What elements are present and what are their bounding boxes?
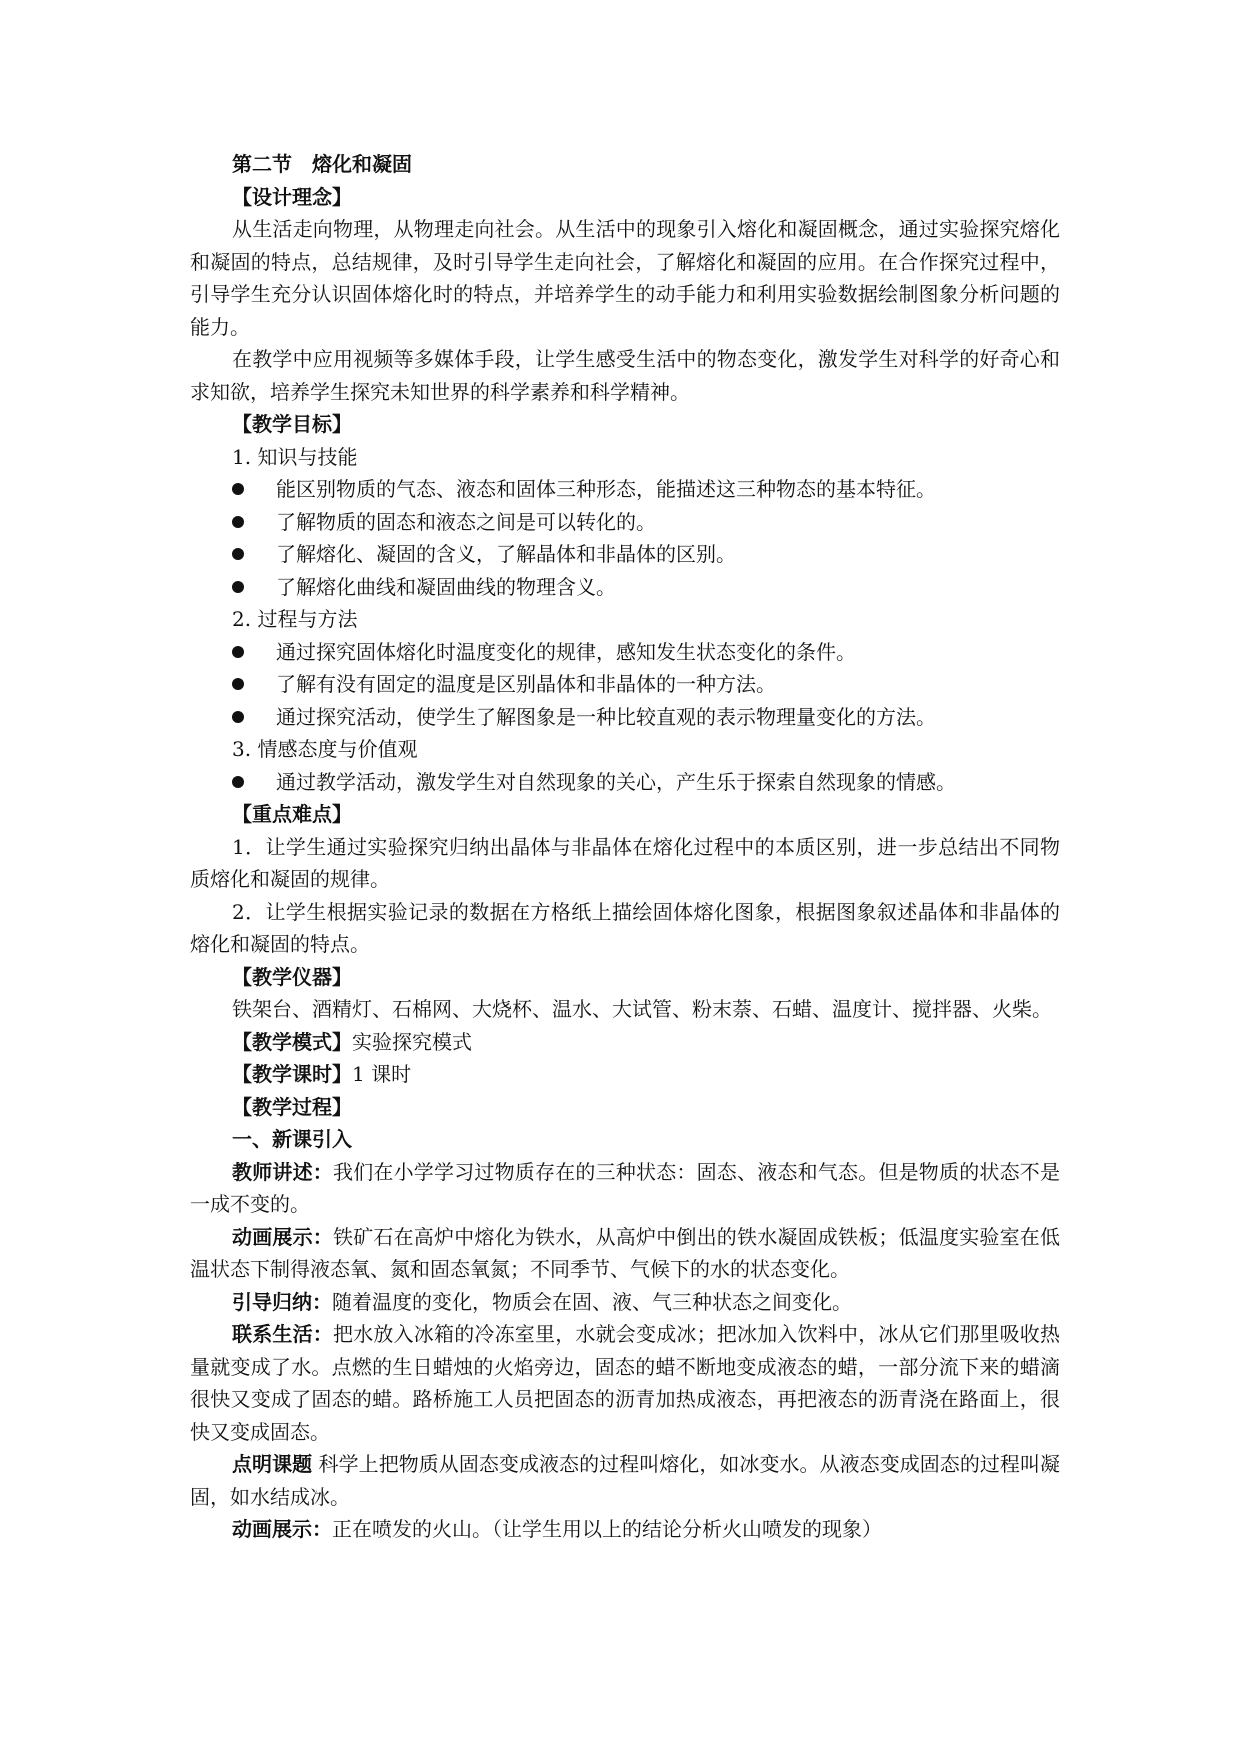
goal-group-title-3: 3. 情感态度与价值观 <box>232 737 418 761</box>
section-name: 熔化和凝固 <box>312 152 412 176</box>
entry-text: 随着温度的变化，物质会在固、液、气三种状态之间变化。 <box>332 1289 852 1314</box>
entry-label: 动画展示： <box>232 1224 333 1249</box>
goal-bullet-item <box>190 701 1060 734</box>
goal-bullet-item <box>190 636 1060 669</box>
process-entry <box>190 1513 1060 1546</box>
bullet-icon <box>232 516 244 528</box>
key-point-2: 2．让学生根据实验记录的数据在方格纸上描绘固体熔化图象，根据图象叙述晶体和非晶体的熔化和凝固的特点。 <box>190 899 1060 956</box>
entry-label: 教师讲述： <box>232 1159 333 1184</box>
goal-group-title-1: 1. 知识与技能 <box>232 444 358 469</box>
entry-text: 我们在小学学习过物质存在的三种状态：固态、液态和气态。但是物质的状态不是一成不变的。 <box>190 1159 1060 1216</box>
hours-value: 1 课时 <box>352 1062 412 1086</box>
process-entry <box>190 1318 1060 1448</box>
process-entry <box>190 1156 1060 1221</box>
entry-label: 联系生活： <box>232 1322 333 1346</box>
mode-value: 实验探究模式 <box>352 1029 472 1054</box>
document-page <box>190 148 1060 1546</box>
goal-bullet-item <box>190 473 1060 506</box>
key-point-1: 1．让学生通过实验探究归纳出晶体与非晶体在熔化过程中的本质区别，进一步总结出不同物质熔化和凝固的规律。 <box>190 834 1060 891</box>
bullet-icon <box>232 581 244 593</box>
process-entry <box>190 1448 1060 1513</box>
bullet-icon <box>232 483 244 495</box>
goal-bullet-item <box>190 571 1060 604</box>
goal-bullet-item <box>190 766 1060 799</box>
equipment-heading: 【教学仪器】 <box>232 964 352 989</box>
bullet-icon <box>232 678 244 690</box>
goal-bullet-text: 了解熔化、凝固的含义，了解晶体和非晶体的区别。 <box>276 542 736 566</box>
process-heading: 【教学过程】 <box>232 1094 352 1119</box>
goal-bullet-item <box>190 538 1060 571</box>
entry-label: 点明课题 <box>232 1452 313 1476</box>
equipment-text: 铁架台、酒精灯、石棉网、大烧杯、温水、大试管、粉末萘、石蜡、温度计、搅拌器、火柴。 <box>232 997 1052 1021</box>
process-entry <box>190 1221 1060 1286</box>
goal-bullet-text: 了解物质的固态和液态之间是可以转化的。 <box>276 509 656 534</box>
goal-bullet-text: 通过探究固体熔化时温度变化的规律，感知发生状态变化的条件。 <box>276 639 856 664</box>
section-number: 第二节 <box>232 152 292 176</box>
key-points-heading: 【重点难点】 <box>232 802 352 826</box>
bullet-icon <box>232 548 244 560</box>
section-title-line <box>190 148 1060 181</box>
mode-label: 【教学模式】 <box>232 1029 352 1054</box>
entry-text: 科学上把物质从固态变成液态的过程叫熔化，如冰变水。从液态变成固态的过程叫凝固，如水结成冰。 <box>190 1452 1061 1509</box>
entry-text: 把水放入冰箱的冷冻室里，水就会变成冰；把冰加入饮料中，冰从它们那里吸收热量就变成了水。点燃的生日蜡烛的火焰旁边，固态的蜡不断地变成液态的蜡，一部分流下来的蜡滴很快又变成了固态的蜡。路桥施工人员把固态的沥青加热成液态，再把液态的沥青浇在路面上，很快又变成固态。 <box>190 1322 1060 1444</box>
hours-label: 【教学课时】 <box>232 1062 352 1086</box>
entry-label: 动画展示： <box>232 1517 332 1541</box>
goals-heading: 【教学目标】 <box>232 412 352 436</box>
design-heading: 【设计理念】 <box>232 184 352 209</box>
process-section-1-heading: 一、新课引入 <box>232 1127 352 1151</box>
mode-line <box>190 1026 1060 1059</box>
bullet-icon <box>232 646 244 658</box>
hours-line <box>190 1058 1060 1091</box>
goal-bullet-item <box>190 668 1060 701</box>
design-paragraph-1: 从生活走向物理，从物理走向社会。从生活中的现象引入熔化和凝固概念，通过实验探究熔化和凝固的特点，总结规律，及时引导学生走向社会，了解熔化和凝固的应用。在合作探究过程中，引导学生充分认识固体熔化时的特点，并培养学生的动手能力和利用实验数据绘制图象分析问题的能力。 <box>190 217 1060 339</box>
entry-text: 正在喷发的火山。（让学生用以上的结论分析火山喷发的现象） <box>332 1517 882 1541</box>
entry-text: 铁矿石在高炉中熔化为铁水，从高炉中倒出的铁水凝固成铁板；低温度实验室在低温状态下制得液态氧、氮和固态氧氮；不同季节、气候下的水的状态变化。 <box>190 1224 1060 1281</box>
entry-label: 引导归纳： <box>232 1289 332 1314</box>
goal-bullet-text: 了解熔化曲线和凝固曲线的物理含义。 <box>276 574 616 599</box>
goal-bullet-text: 通过教学活动，激发学生对自然现象的关心，产生乐于探索自然现象的情感。 <box>276 769 956 794</box>
goal-group-title-2: 2. 过程与方法 <box>232 607 358 631</box>
bullet-icon <box>232 776 244 788</box>
goal-bullet-text: 通过探究活动，使学生了解图象是一种比较直观的表示物理量变化的方法。 <box>276 704 936 729</box>
bullet-icon <box>232 711 244 723</box>
process-entry <box>190 1286 1060 1319</box>
goal-bullet-text: 了解有没有固定的温度是区别晶体和非晶体的一种方法。 <box>276 672 776 696</box>
goal-bullet-item <box>190 506 1060 539</box>
goal-bullet-text: 能区别物质的气态、液态和固体三种形态，能描述这三种物态的基本特征。 <box>276 477 936 501</box>
design-paragraph-2: 在教学中应用视频等多媒体手段，让学生感受生活中的物态变化，激发学生对科学的好奇心和求知欲，培养学生探究未知世界的科学素养和科学精神。 <box>190 347 1060 404</box>
